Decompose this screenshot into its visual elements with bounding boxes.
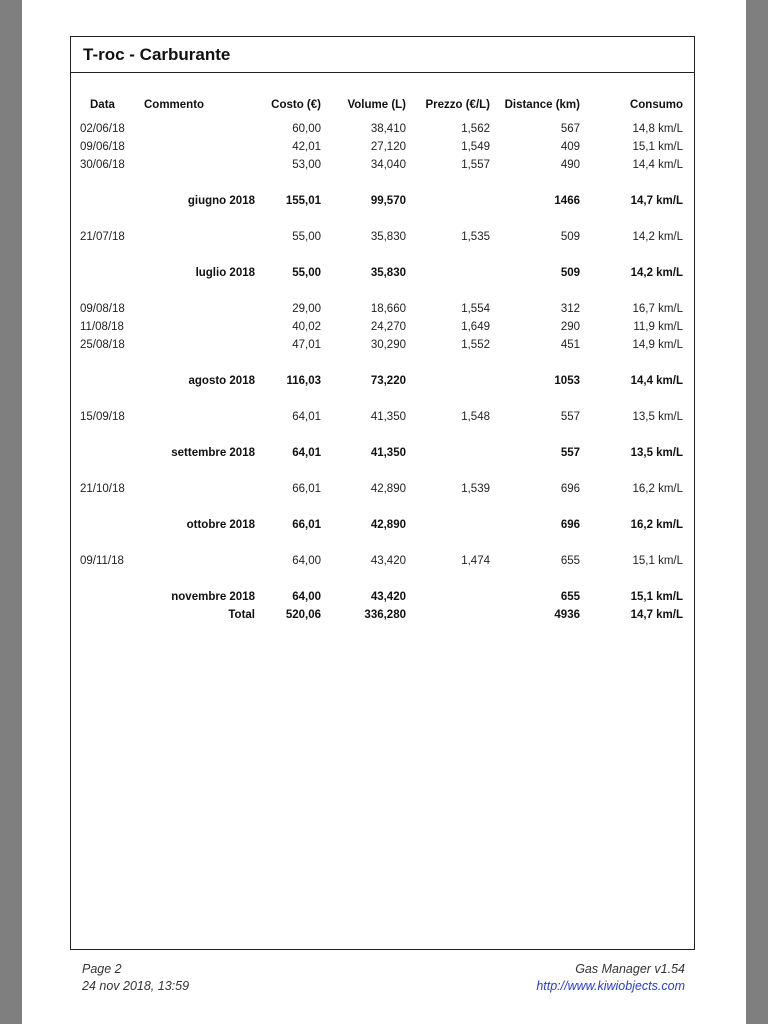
table-row	[71, 554, 694, 568]
header-comment: Commento	[144, 99, 205, 111]
table-header	[71, 98, 694, 112]
comment-cell: giugno 2018	[187, 195, 255, 207]
consumption-cell: 15,1 km/L	[632, 141, 683, 153]
header-consumption: Consumo	[629, 99, 683, 111]
consumption-cell: 15,1 km/L	[630, 591, 683, 603]
distance-cell: 509	[560, 267, 580, 279]
summary-row	[71, 590, 694, 604]
distance-cell: 557	[560, 447, 580, 459]
price-cell: 1,548	[461, 411, 490, 423]
cost-cell: 42,01	[292, 141, 321, 153]
date-cell: 30/06/18	[80, 159, 125, 171]
volume-cell: 27,120	[370, 141, 406, 153]
comment-cell: agosto 2018	[188, 375, 255, 387]
distance-cell: 1466	[554, 195, 580, 207]
cost-cell: 116,03	[286, 375, 321, 387]
volume-cell: 34,040	[370, 159, 406, 171]
comment-cell: luglio 2018	[195, 267, 255, 279]
report-frame	[70, 36, 695, 950]
volume-cell: 41,350	[370, 411, 406, 423]
distance-cell: 409	[560, 141, 580, 153]
date-cell: 11/08/18	[80, 321, 124, 333]
document-page	[22, 0, 746, 1024]
consumption-cell: 14,9 km/L	[632, 339, 683, 351]
volume-cell: 35,830	[370, 267, 406, 279]
consumption-cell: 14,2 km/L	[630, 267, 683, 279]
volume-cell: 43,420	[370, 591, 406, 603]
app-version: Gas Manager v1.54	[575, 962, 685, 976]
consumption-cell: 13,5 km/L	[630, 447, 683, 459]
price-cell: 1,549	[461, 141, 490, 153]
date-cell: 21/10/18	[80, 483, 125, 495]
table-row	[71, 338, 694, 352]
comment-cell: novembre 2018	[171, 591, 255, 603]
summary-row	[71, 518, 694, 532]
cost-cell: 53,00	[292, 159, 321, 171]
price-cell: 1,539	[461, 483, 490, 495]
consumption-cell: 16,2 km/L	[630, 519, 683, 531]
price-cell: 1,554	[461, 303, 490, 315]
cost-cell: 66,01	[292, 519, 321, 531]
summary-row	[71, 446, 694, 460]
table-row	[71, 230, 694, 244]
cost-cell: 47,01	[292, 339, 321, 351]
distance-cell: 509	[560, 231, 580, 243]
volume-cell: 99,570	[370, 195, 406, 207]
volume-cell: 73,220	[370, 375, 406, 387]
cost-cell: 55,00	[292, 231, 321, 243]
date-cell: 09/06/18	[80, 141, 125, 153]
table-row	[71, 158, 694, 172]
volume-cell: 43,420	[370, 555, 406, 567]
date-cell: 09/11/18	[80, 555, 124, 567]
table-row	[71, 410, 694, 424]
volume-cell: 30,290	[370, 339, 406, 351]
volume-cell: 336,280	[364, 609, 406, 621]
comment-cell: Total	[228, 609, 255, 621]
consumption-cell: 14,7 km/L	[630, 195, 683, 207]
cost-cell: 40,02	[292, 321, 321, 333]
distance-cell: 490	[560, 159, 580, 171]
date-cell: 09/08/18	[80, 303, 125, 315]
consumption-cell: 14,4 km/L	[632, 159, 683, 171]
table-row	[71, 320, 694, 334]
cost-cell: 29,00	[292, 303, 321, 315]
summary-row	[71, 266, 694, 280]
consumption-cell: 16,7 km/L	[632, 303, 683, 315]
date-cell: 02/06/18	[80, 123, 125, 135]
volume-cell: 38,410	[370, 123, 406, 135]
cost-cell: 520,06	[285, 609, 321, 621]
website-link[interactable]: http://www.kiwiobjects.com	[536, 979, 685, 993]
volume-cell: 35,830	[370, 231, 406, 243]
distance-cell: 696	[560, 519, 580, 531]
consumption-cell: 14,7 km/L	[630, 609, 683, 621]
price-cell: 1,535	[461, 231, 490, 243]
print-datetime: 24 nov 2018, 13:59	[82, 979, 190, 993]
volume-cell: 18,660	[370, 303, 406, 315]
volume-cell: 42,890	[370, 483, 406, 495]
cost-cell: 60,00	[292, 123, 321, 135]
page-number: Page 2	[82, 962, 122, 976]
comment-cell: ottobre 2018	[186, 519, 255, 531]
header-distance: Distance (km)	[504, 99, 580, 111]
header-date: Data	[90, 99, 115, 111]
volume-cell: 41,350	[370, 447, 406, 459]
distance-cell: 451	[560, 339, 580, 351]
cost-cell: 66,01	[292, 483, 321, 495]
price-cell: 1,557	[461, 159, 490, 171]
distance-cell: 1053	[554, 375, 580, 387]
consumption-cell: 14,2 km/L	[632, 231, 683, 243]
table-row	[71, 302, 694, 316]
cost-cell: 64,01	[292, 447, 321, 459]
header-cost: Costo (€)	[271, 99, 321, 111]
consumption-cell: 15,1 km/L	[632, 555, 683, 567]
price-cell: 1,474	[461, 555, 490, 567]
consumption-cell: 11,9 km/L	[633, 321, 683, 333]
header-volume: Volume (L)	[347, 99, 406, 111]
comment-cell: settembre 2018	[171, 447, 255, 459]
summary-row	[71, 194, 694, 208]
consumption-cell: 14,4 km/L	[630, 375, 683, 387]
distance-cell: 4936	[554, 609, 580, 621]
table-row	[71, 482, 694, 496]
distance-cell: 290	[560, 321, 580, 333]
header-price: Prezzo (€/L)	[425, 99, 490, 111]
distance-cell: 557	[560, 411, 580, 423]
summary-row	[71, 608, 694, 622]
consumption-cell: 13,5 km/L	[632, 411, 683, 423]
price-cell: 1,562	[461, 123, 490, 135]
distance-cell: 696	[560, 483, 580, 495]
title-bar	[71, 37, 694, 73]
cost-cell: 64,00	[292, 555, 321, 567]
distance-cell: 312	[560, 303, 580, 315]
distance-cell: 655	[560, 591, 580, 603]
summary-row	[71, 374, 694, 388]
page-footer	[82, 962, 685, 996]
distance-cell: 567	[560, 123, 580, 135]
distance-cell: 655	[560, 555, 580, 567]
date-cell: 25/08/18	[80, 339, 125, 351]
consumption-cell: 14,8 km/L	[632, 123, 683, 135]
cost-cell: 155,01	[285, 195, 321, 207]
cost-cell: 64,01	[292, 411, 321, 423]
table-row	[71, 122, 694, 136]
volume-cell: 42,890	[370, 519, 406, 531]
consumption-cell: 16,2 km/L	[632, 483, 683, 495]
report-title: T-roc - Carburante	[83, 44, 231, 64]
table-row	[71, 140, 694, 154]
price-cell: 1,649	[461, 321, 490, 333]
price-cell: 1,552	[461, 339, 490, 351]
cost-cell: 64,00	[292, 591, 321, 603]
volume-cell: 24,270	[370, 321, 406, 333]
date-cell: 21/07/18	[80, 231, 125, 243]
date-cell: 15/09/18	[80, 411, 125, 423]
cost-cell: 55,00	[292, 267, 321, 279]
